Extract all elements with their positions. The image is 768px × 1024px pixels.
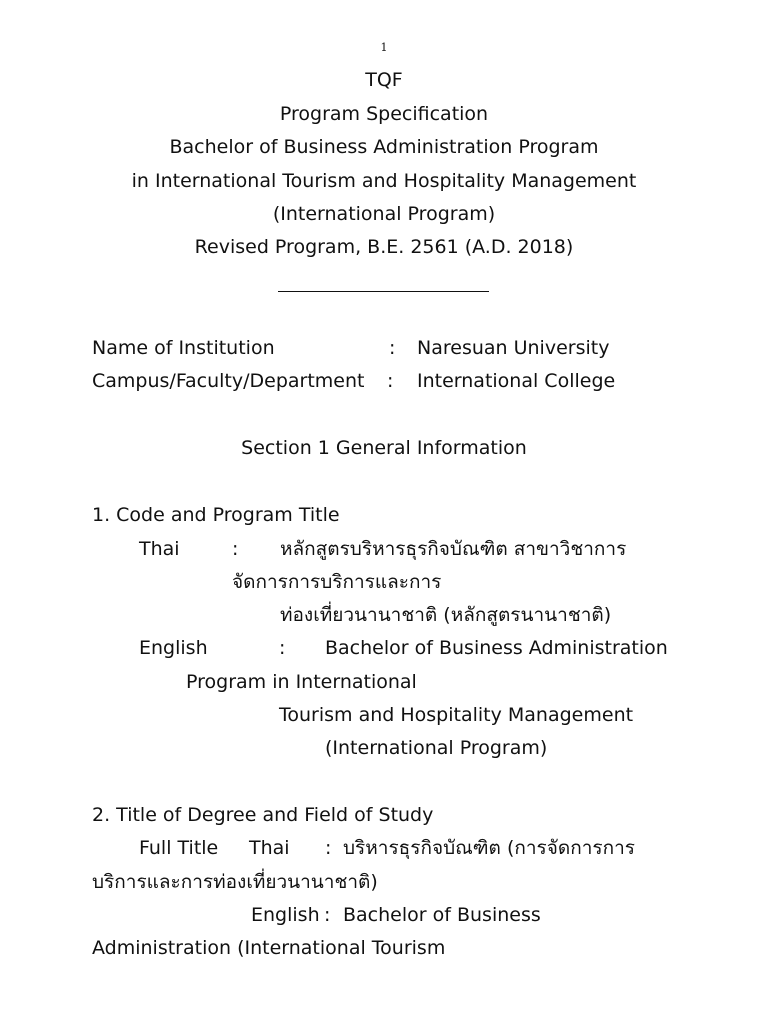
item1-thai-label: Thai (139, 538, 180, 560)
title-divider (278, 291, 489, 292)
doc-title-program-spec: Program Specification (279, 103, 489, 125)
institution-name-label: Name of Institution (92, 337, 275, 359)
item2-thai-line2: บริการและการท่องเที่ยวนานาชาติ) (92, 871, 378, 893)
item1-thai-line3: ท่องเที่ยวนานาชาติ (หลักสูตรนานาชาติ) (280, 604, 612, 626)
item1-english-line1: Bachelor of Business Administration (325, 637, 668, 659)
campus-label: Campus/Faculty/Department (92, 370, 365, 392)
doc-title-field: in International Tourism and Hospitality Management (131, 170, 637, 192)
section-title: Section 1 General Information (241, 437, 527, 459)
item1-heading: 1. Code and Program Title (92, 504, 340, 526)
doc-title-degree: Bachelor of Business Administration Program (169, 136, 599, 158)
page-number: 1 (380, 41, 388, 54)
item2-english-label: English (251, 904, 320, 926)
item2-thai-colon: : (325, 837, 332, 859)
item1-english-line2: Program in International (186, 671, 417, 693)
item2-full-title-label: Full Title (139, 837, 219, 859)
item1-english-line4: (International Program) (325, 737, 548, 759)
doc-title-international: (International Program) (272, 203, 496, 225)
doc-title-revised: Revised Program, B.E. 2561 (A.D. 2018) (194, 236, 574, 258)
item1-english-line3: Tourism and Hospitality Management (279, 704, 634, 726)
item2-thai-label: Thai (249, 837, 290, 859)
item2-heading: 2. Title of Degree and Field of Study (92, 804, 434, 826)
item1-english-label: English (139, 637, 208, 659)
item1-english-colon: : (279, 637, 286, 659)
item1-thai-colon: : (232, 538, 239, 560)
institution-name-value: Naresuan University (417, 337, 610, 359)
item1-thai-line2: จัดการการบริการและการ (232, 571, 442, 593)
item2-english-line1: Bachelor of Business (343, 904, 541, 926)
item2-thai-line1: บริหารธุรกิจบัณฑิต (การจัดการการ (343, 837, 635, 859)
institution-name-colon: : (389, 337, 396, 359)
campus-value: International College (417, 370, 616, 392)
item2-english-colon: : (324, 904, 331, 926)
item2-english-line2: Administration (International Tourism (92, 937, 446, 959)
item1-thai-line1: หลักสูตรบริหารธุรกิจบัณฑิต สาขาวิชาการ (280, 538, 627, 560)
doc-title-tqf: TQF (365, 69, 403, 91)
campus-colon: : (387, 370, 394, 392)
